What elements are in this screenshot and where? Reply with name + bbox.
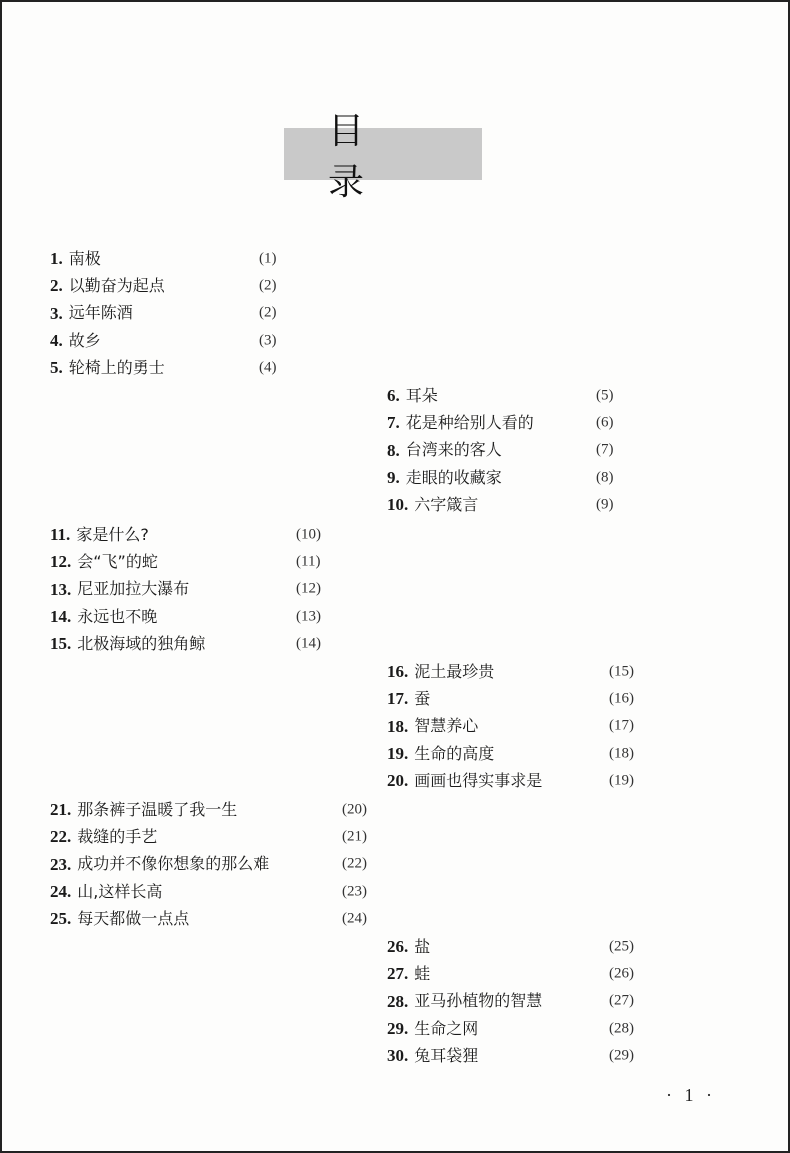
entry-number: 17. xyxy=(387,689,409,709)
entry-title: 南极 xyxy=(68,248,101,268)
toc-entry[interactable] xyxy=(387,409,614,436)
toc-entry[interactable] xyxy=(50,300,277,327)
entry-title: 台湾来的客人 xyxy=(405,440,502,460)
entry-number: 11. xyxy=(50,525,71,545)
toc-entry[interactable] xyxy=(50,630,321,657)
toc-entry[interactable] xyxy=(387,1015,634,1042)
entry-page: (12) xyxy=(296,580,321,597)
entry-number: 10. xyxy=(387,495,409,515)
entry-number: 6. xyxy=(387,386,400,406)
entry-page: (2) xyxy=(259,304,277,321)
entry-title: 泥土最珍贵 xyxy=(414,661,495,681)
entry-page: (19) xyxy=(609,772,634,789)
entry-number: 5. xyxy=(50,358,63,378)
entry-title: 尼亚加拉大瀑布 xyxy=(77,579,190,599)
page-number: · 1 · xyxy=(666,1085,716,1105)
toc-entry[interactable] xyxy=(387,464,614,491)
entry-page: (18) xyxy=(609,745,634,762)
entry-page: (4) xyxy=(259,359,277,376)
toc-entry[interactable] xyxy=(387,491,614,518)
entry-number: 18. xyxy=(387,716,409,736)
toc-entry[interactable] xyxy=(387,437,614,464)
toc-entry[interactable] xyxy=(50,548,321,575)
entry-page: (10) xyxy=(296,526,321,543)
entry-title: 亚马孙植物的智慧 xyxy=(414,991,543,1011)
entry-page: (14) xyxy=(296,635,321,652)
entry-number: 8. xyxy=(387,440,400,460)
entry-page: (17) xyxy=(609,717,634,734)
entry-page: (20) xyxy=(342,801,367,818)
toc-title: 目 录 xyxy=(328,111,409,203)
entry-page: (23) xyxy=(342,883,367,900)
toc-entry[interactable] xyxy=(50,521,321,548)
entry-page: (9) xyxy=(596,496,614,513)
entry-page: (29) xyxy=(609,1047,634,1064)
toc-title-box xyxy=(284,111,482,203)
entry-title: 北极海域的独角鲸 xyxy=(77,633,206,653)
toc-entry[interactable] xyxy=(50,272,277,299)
entry-number: 12. xyxy=(50,552,72,572)
entry-title: 盐 xyxy=(414,936,431,956)
entry-title: 蚕 xyxy=(414,688,431,708)
toc-entry[interactable] xyxy=(50,354,277,381)
entry-number: 25. xyxy=(50,909,72,929)
entry-title: 那条裤子温暖了我一生 xyxy=(77,799,238,819)
entry-number: 2. xyxy=(50,276,63,296)
entry-title: 蛙 xyxy=(414,963,431,983)
toc-entry[interactable] xyxy=(50,327,277,354)
entry-page: (7) xyxy=(596,441,614,458)
toc-entry[interactable] xyxy=(387,740,634,767)
entry-page: (15) xyxy=(609,663,634,680)
toc-entry[interactable] xyxy=(387,1042,634,1069)
entry-title: 走眼的收藏家 xyxy=(405,467,502,487)
entry-title: 耳朵 xyxy=(405,385,438,405)
entry-number: 30. xyxy=(387,1046,409,1066)
entry-number: 13. xyxy=(50,579,72,599)
entry-title: 家是什么? xyxy=(76,524,149,544)
entry-page: (3) xyxy=(259,332,277,349)
toc-entry[interactable] xyxy=(50,576,321,603)
entry-page: (6) xyxy=(596,414,614,431)
entry-title: 每天都做一点点 xyxy=(77,908,190,928)
entry-title: 轮椅上的勇士 xyxy=(68,357,165,377)
toc-entry[interactable] xyxy=(50,603,321,630)
entry-page: (24) xyxy=(342,910,367,927)
entry-number: 19. xyxy=(387,744,409,764)
toc-entry[interactable] xyxy=(387,960,634,987)
toc-entry[interactable] xyxy=(50,245,277,272)
entry-page: (2) xyxy=(259,277,277,294)
toc-entry[interactable] xyxy=(387,658,634,685)
entry-page: (11) xyxy=(296,553,321,570)
entry-title: 成功并不像你想象的那么难 xyxy=(77,854,270,874)
entry-number: 7. xyxy=(387,413,400,433)
entry-title: 生命的高度 xyxy=(414,743,495,763)
entry-number: 27. xyxy=(387,964,409,984)
entry-title: 六字箴言 xyxy=(414,494,479,514)
entry-number: 20. xyxy=(387,771,409,791)
toc-entry[interactable] xyxy=(387,382,614,409)
entry-title: 永远也不晚 xyxy=(77,606,158,626)
toc-entry[interactable] xyxy=(387,685,634,712)
entry-number: 26. xyxy=(387,937,409,957)
entry-number: 29. xyxy=(387,1019,409,1039)
entry-title: 故乡 xyxy=(68,330,101,350)
entry-page: (16) xyxy=(609,690,634,707)
entry-page: (27) xyxy=(609,992,634,1009)
toc-entry[interactable] xyxy=(50,878,367,905)
entry-title: 裁缝的手艺 xyxy=(77,826,158,846)
toc-entry[interactable] xyxy=(387,713,634,740)
toc-entry[interactable] xyxy=(50,905,367,932)
entry-number: 23. xyxy=(50,854,72,874)
entry-page: (8) xyxy=(596,469,614,486)
entry-number: 9. xyxy=(387,468,400,488)
toc-group-3 xyxy=(50,521,321,657)
entry-title: 画画也得实事求是 xyxy=(414,770,543,790)
entry-title: 会“飞”的蛇 xyxy=(77,551,158,571)
toc-group-4 xyxy=(387,658,634,794)
entry-number: 24. xyxy=(50,882,72,902)
toc-entry[interactable] xyxy=(387,767,634,794)
entry-page: (13) xyxy=(296,608,321,625)
entry-page: (25) xyxy=(609,938,634,955)
toc-entry[interactable] xyxy=(50,823,367,850)
entry-number: 3. xyxy=(50,303,63,323)
entry-title: 山,这样长高 xyxy=(77,881,163,901)
toc-group-1 xyxy=(50,245,277,381)
entry-number: 22. xyxy=(50,827,72,847)
toc-entry[interactable] xyxy=(50,796,367,823)
entry-title: 生命之网 xyxy=(414,1018,479,1038)
entry-number: 21. xyxy=(50,800,72,820)
entry-page: (5) xyxy=(596,387,614,404)
toc-entry[interactable] xyxy=(387,988,634,1015)
toc-group-2 xyxy=(387,382,614,518)
entry-page: (28) xyxy=(609,1020,634,1037)
entry-page: (1) xyxy=(259,250,277,267)
entry-number: 14. xyxy=(50,607,72,627)
toc-group-5 xyxy=(50,796,367,932)
entry-page: (26) xyxy=(609,965,634,982)
entry-title: 兔耳袋狸 xyxy=(414,1045,479,1065)
toc-group-6 xyxy=(387,933,634,1069)
entry-number: 15. xyxy=(50,634,72,654)
entry-number: 28. xyxy=(387,991,409,1011)
entry-number: 1. xyxy=(50,249,63,269)
toc-entry[interactable] xyxy=(387,933,634,960)
entry-page: (21) xyxy=(342,828,367,845)
entry-title: 花是种给别人看的 xyxy=(405,412,534,432)
toc-entry[interactable] xyxy=(50,851,367,878)
entry-number: 4. xyxy=(50,331,63,351)
entry-title: 远年陈酒 xyxy=(68,303,133,323)
entry-title: 以勤奋为起点 xyxy=(68,275,165,295)
entry-page: (22) xyxy=(342,855,367,872)
entry-number: 16. xyxy=(387,662,409,682)
entry-title: 智慧养心 xyxy=(414,716,479,736)
